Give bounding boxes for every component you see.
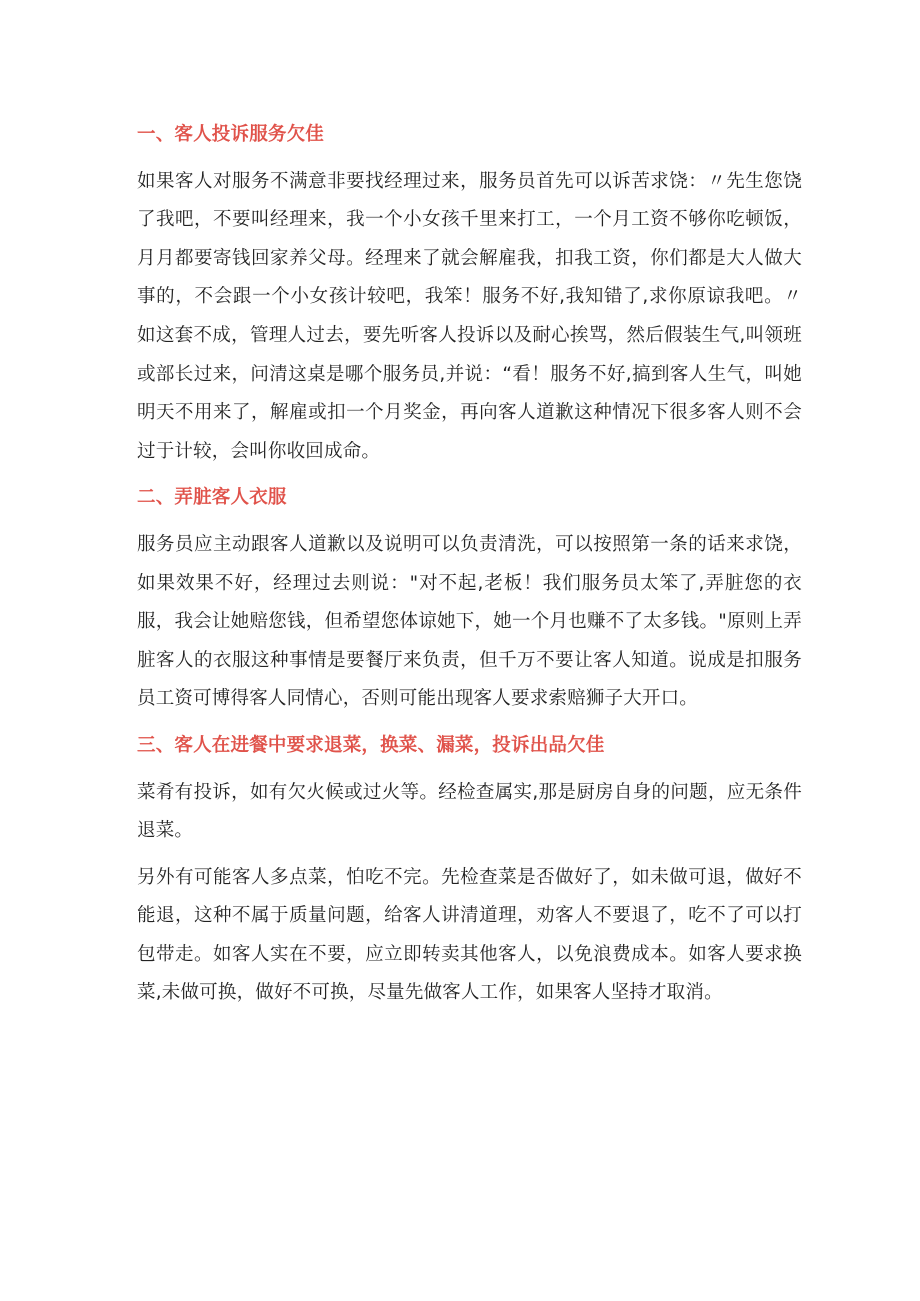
section-3-paragraph-2: 另外有可能客人多点菜，怕吃不完。先检查菜是否做好了，如未做可退，做好不能退，这种不属于质量问题，给客人讲清道理，劝客人不要退了，吃不了可以打包带走。如客人实在不要，应立即转卖其他客人，以免浪费成本。如客人要求换菜,未做可换，做好不可换，尽量先做客人工作，如果客人坚持才取消。 [137, 866, 802, 1004]
section-2-paragraph-1: 服务员应主动跟客人道歉以及说明可以负责清洗，可以按照第一条的话来求饶，如果效果不好，经理过去则说："对不起,老板！我们服务员太笨了,弄脏您的衣服，我会让她赔您钱，但希望您体谅她下，她一个月也赚不了太多钱。"原则上弄脏客人的衣服这种事情是要餐厅来负责，但千万不要让客人知道。说成是扣服务员工资可博得客人同情心，否则可能出现客人要求索赔狮子大开口。 [137, 533, 802, 710]
section-heading-1: 一、客人投诉服务欠佳 [137, 124, 325, 145]
section-3-paragraph-1: 菜肴有投诉，如有欠火候或过火等。经检查属实,那是厨房自身的问题，应无条件退菜。 [137, 781, 802, 842]
section-heading-2: 二、弄脏客人衣服 [137, 487, 287, 509]
section-heading-3: 三、客人在进餐中要求退菜，换菜、漏菜，投诉出品欠佳 [137, 734, 605, 756]
section-1-paragraph-1: 如果客人对服务不满意非要找经理过来，服务员首先可以诉苦求饶：〃先生您饶了我吧，不要叫经理来，我一个小女孩千里来打工，一个月工资不够你吃顿饭，月月都要寄钱回家养父母。经理来了就会解雇我，扣我工资，你们都是大人做大事的，不会跟一个小女孩计较吧，我笨！服务不好,我知错了,求你原谅我吧。〃如这套不成，管理人过去，要先听客人投诉以及耐心挨骂，然后假装生气,叫领班或部长过来，问清这桌是哪个服务员,并说：“看！服务不好,搞到客人生气，叫她明天不用来了，解雇或扣一个月奖金，再向客人道歉这种情况下很多客人则不会过于计较，会叫你收回成命。 [137, 170, 802, 462]
document-body [137, 116, 802, 1013]
